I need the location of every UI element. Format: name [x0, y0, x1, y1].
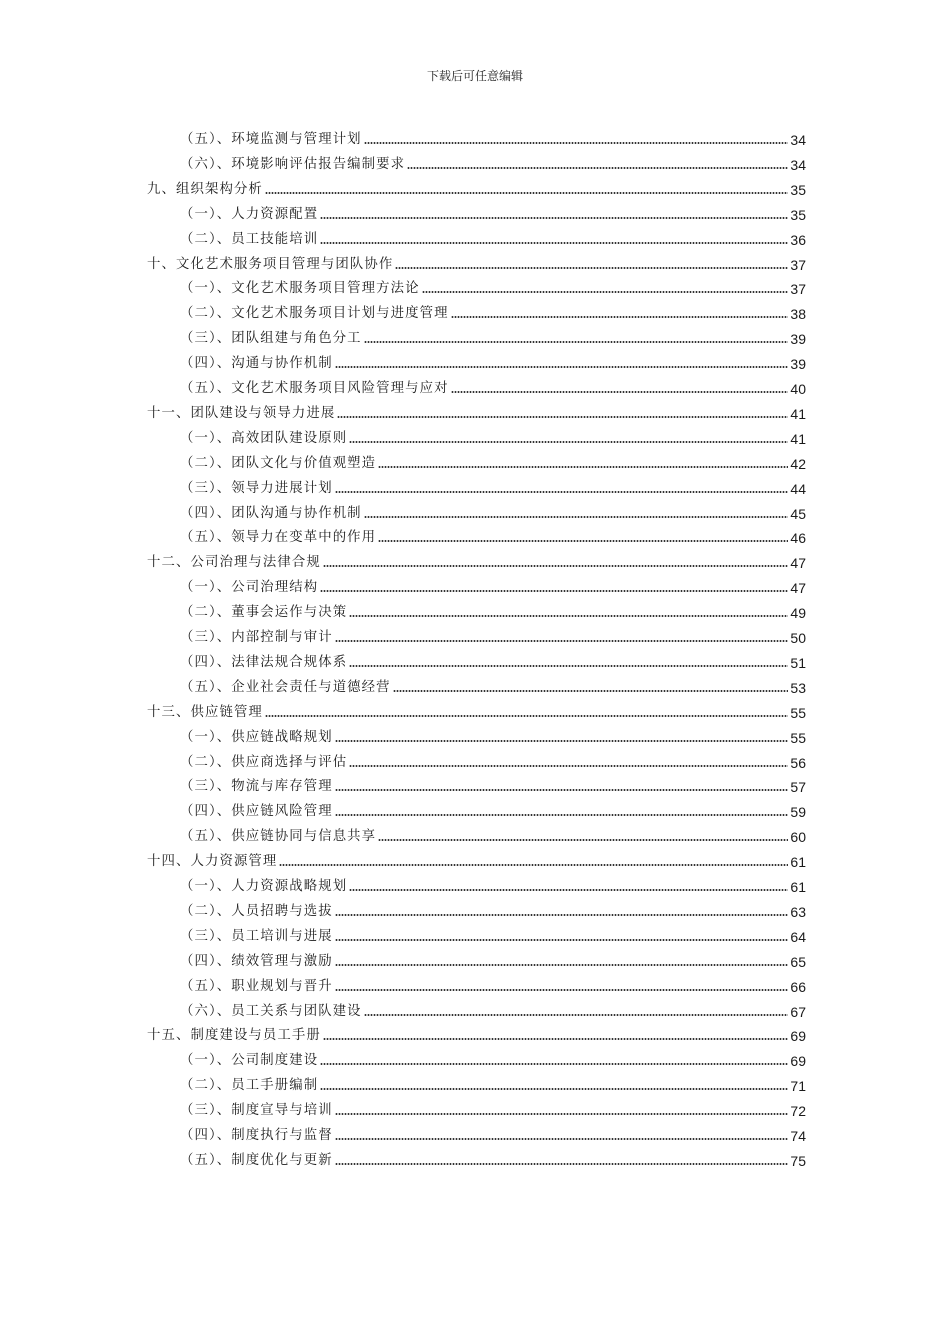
dot-leader [378, 839, 788, 841]
toc-section-entry[interactable] [180, 1120, 806, 1144]
toc-section-entry[interactable] [180, 1145, 806, 1169]
toc-entry-label: （一）、公司制度建设 [180, 1053, 319, 1069]
toc-page-number: 69 [790, 1028, 806, 1045]
toc-page-number: 55 [790, 704, 806, 721]
toc-entry-label: （二）、员工技能培训 [180, 231, 319, 247]
toc-entry-label: （一）、人力资源战略规划 [180, 879, 348, 894]
toc-entry-label: （四）、法律法规合规体系 [180, 654, 348, 670]
toc-section-entry[interactable] [180, 796, 806, 820]
dot-leader [320, 242, 788, 244]
toc-page-number: 69 [790, 1053, 806, 1070]
toc-entry-label: 十五、制度建设与员工手册 [147, 1028, 321, 1044]
toc-page-number: 37 [790, 281, 806, 298]
toc-page-number: 35 [790, 206, 806, 223]
toc-section-entry[interactable] [180, 522, 806, 546]
toc-entry-label: （三）、领导力进展计划 [180, 480, 333, 496]
toc-section-entry[interactable] [180, 946, 806, 970]
toc-entry-label: （三）、内部控制与审计 [180, 630, 333, 645]
dot-leader [335, 491, 789, 493]
toc-entry-label: 十三、供应链管理 [147, 704, 263, 720]
toc-page-number: 61 [790, 854, 806, 871]
toc-chapter-entry[interactable] [147, 846, 806, 870]
toc-entry-label: （六）、环境影响评估报告编制要求 [180, 156, 406, 172]
toc-entry-label: （五）、领导力在变革中的作用 [180, 530, 377, 546]
toc-section-entry[interactable] [180, 821, 806, 845]
dot-leader [335, 640, 789, 642]
toc-entry-label: （五）、环境监测与管理计划 [180, 132, 362, 147]
toc-entry-label: （三）、团队组建与角色分工 [180, 331, 362, 347]
toc-page-number: 59 [790, 804, 806, 821]
toc-section-entry[interactable] [180, 572, 806, 596]
toc-section-entry[interactable] [180, 672, 806, 696]
toc-entry-label: （四）、绩效管理与激励 [180, 953, 333, 969]
dot-leader [349, 765, 788, 767]
toc-chapter-entry[interactable] [147, 174, 806, 198]
toc-section-entry[interactable] [180, 622, 806, 646]
toc-entry-label: （三）、员工培训与进展 [180, 928, 333, 944]
toc-entry-label: （二）、团队文化与价值观塑造 [180, 455, 377, 471]
toc-page-number: 47 [790, 580, 806, 597]
toc-page-number: 53 [790, 679, 806, 696]
toc-page-number: 41 [790, 430, 806, 447]
toc-page-number: 34 [790, 132, 806, 148]
toc-section-entry[interactable] [180, 647, 806, 671]
dot-leader [335, 814, 789, 816]
toc-entry-label: （五）、职业规划与晋升 [180, 978, 333, 994]
toc-page-number: 38 [790, 306, 806, 323]
dot-leader [378, 466, 788, 468]
toc-page-number: 60 [790, 829, 806, 846]
toc-entry-label: （一）、高效团队建设原则 [180, 430, 348, 446]
toc-entry-label: （三）、物流与库存管理 [180, 779, 333, 795]
dot-leader [349, 665, 788, 667]
dot-leader [320, 1063, 788, 1065]
toc-page-number: 40 [790, 381, 806, 397]
toc-entry-label: （六）、员工关系与团队建设 [180, 1003, 362, 1019]
toc-section-entry[interactable] [180, 722, 806, 746]
toc-page-number: 45 [790, 505, 806, 522]
toc-entry-label: （五）、文化艺术服务项目风险管理与应对 [180, 381, 449, 396]
dot-leader [320, 217, 788, 219]
toc-section-entry[interactable] [180, 971, 806, 995]
toc-section-entry[interactable] [180, 921, 806, 945]
toc-section-entry[interactable] [180, 298, 806, 322]
toc-entry-label: （一）、供应链战略规划 [180, 729, 333, 745]
dot-leader [323, 1038, 789, 1040]
dot-leader [335, 1113, 789, 1115]
toc-entry-label: （二）、人员招聘与选拔 [180, 903, 333, 919]
toc-entry-label: （二）、员工手册编制 [180, 1078, 319, 1094]
toc-page-number: 36 [790, 231, 806, 248]
dot-leader [335, 914, 789, 916]
toc-entry-label: 九、组织架构分析 [147, 181, 263, 197]
toc-section-entry[interactable] [180, 747, 806, 771]
dot-leader [395, 267, 788, 269]
toc-page-number: 75 [790, 1152, 806, 1169]
toc-entry-label: （五）、供应链协同与信息共享 [180, 829, 377, 845]
dot-leader [323, 565, 789, 567]
toc-page-number: 61 [790, 879, 806, 895]
toc-entry-label: （五）、企业社会责任与道德经营 [180, 679, 391, 695]
toc-page-number: 34 [790, 156, 806, 173]
toc-page-number: 42 [790, 455, 806, 472]
toc-section-entry[interactable] [180, 896, 806, 920]
dot-leader [335, 1138, 789, 1140]
toc-page-number: 47 [790, 555, 806, 572]
toc-page-number: 55 [790, 729, 806, 746]
toc-entry-label: （四）、沟通与协作机制 [180, 356, 333, 372]
dot-leader [451, 391, 789, 393]
dot-leader [337, 416, 788, 418]
toc-chapter-entry[interactable] [147, 249, 806, 273]
toc-chapter-entry[interactable] [147, 398, 806, 422]
toc-section-entry[interactable] [180, 149, 806, 173]
toc-page-number: 72 [790, 1103, 806, 1120]
toc-entry-label: 十、文化艺术服务项目管理与团队协作 [147, 256, 394, 272]
toc-page-number: 64 [790, 928, 806, 945]
dot-leader [335, 789, 789, 791]
toc-entry-label: （二）、供应商选择与评估 [180, 754, 348, 770]
dot-leader [335, 740, 789, 742]
dot-leader [349, 615, 788, 617]
toc-page-number: 57 [790, 779, 806, 796]
dot-leader [364, 516, 789, 518]
toc-entry-label: （一）、人力资源配置 [180, 206, 319, 222]
toc-entry-label: （四）、制度执行与监督 [180, 1128, 333, 1143]
dot-leader [335, 1163, 789, 1165]
toc-chapter-entry[interactable] [147, 1020, 806, 1044]
toc-page-number: 51 [790, 654, 806, 671]
dot-leader [279, 864, 788, 866]
toc-entry-label: 十一、团队建设与领导力进展 [147, 405, 336, 421]
toc-entry-label: 十二、公司治理与法律合规 [147, 555, 321, 571]
toc-page-number: 74 [790, 1128, 806, 1144]
toc-page-number: 56 [790, 754, 806, 771]
page-header-title: 下载后可任意编辑 [426, 69, 523, 83]
toc-page-number: 41 [790, 405, 806, 422]
toc-page-number: 37 [790, 256, 806, 273]
toc-chapter-entry[interactable] [147, 697, 806, 721]
toc-page-number: 35 [790, 181, 806, 198]
dot-leader [364, 142, 789, 144]
dot-leader [364, 341, 789, 343]
toc-page-number: 46 [790, 530, 806, 547]
toc-section-entry[interactable] [180, 124, 806, 148]
toc-section-entry[interactable] [180, 348, 806, 372]
dot-leader [349, 441, 788, 443]
toc-page-number: 39 [790, 356, 806, 373]
dot-leader [378, 540, 788, 542]
toc-section-entry[interactable] [180, 771, 806, 795]
dot-leader [335, 989, 789, 991]
toc-section-entry[interactable] [180, 423, 806, 447]
toc-page-number: 66 [790, 978, 806, 995]
toc-section-entry[interactable] [180, 224, 806, 248]
dot-leader [335, 366, 789, 368]
toc-section-entry[interactable] [180, 996, 806, 1020]
toc-entry-label: 十四、人力资源管理 [147, 854, 278, 870]
toc-section-entry[interactable] [180, 498, 806, 522]
toc-section-entry[interactable] [180, 473, 806, 497]
toc-section-entry[interactable] [180, 871, 806, 895]
dot-leader [320, 1088, 788, 1090]
toc-entry-label: （二）、董事会运作与决策 [180, 605, 348, 621]
dot-leader [422, 291, 789, 293]
toc-section-entry[interactable] [180, 199, 806, 223]
dot-leader [335, 939, 789, 941]
dot-leader [335, 964, 789, 966]
toc-entry-label: （三）、制度宣导与培训 [180, 1103, 333, 1119]
toc-page-number: 50 [790, 630, 806, 646]
dot-leader [364, 1014, 789, 1016]
toc-section-entry[interactable] [180, 373, 806, 397]
dot-leader [349, 889, 788, 891]
toc-entry-label: （四）、供应链风险管理 [180, 804, 333, 820]
toc-page-number: 71 [790, 1078, 806, 1095]
toc-section-entry[interactable] [180, 597, 806, 621]
toc-chapter-entry[interactable] [147, 547, 806, 571]
toc-entry-label: （二）、文化艺术服务项目计划与进度管理 [180, 306, 449, 322]
toc-entry-label: （一）、公司治理结构 [180, 580, 319, 596]
toc-page-number: 39 [790, 331, 806, 348]
toc-entry-label: （一）、文化艺术服务项目管理方法论 [180, 281, 420, 297]
toc-section-entry[interactable] [180, 1045, 806, 1069]
toc-entry-label: （四）、团队沟通与协作机制 [180, 505, 362, 521]
dot-leader [451, 316, 789, 318]
dot-leader [265, 192, 788, 194]
toc-page-number: 67 [790, 1003, 806, 1020]
toc-section-entry[interactable] [180, 273, 806, 297]
toc-section-entry[interactable] [180, 448, 806, 472]
toc-page-number: 65 [790, 953, 806, 970]
toc-entry-label: （五）、制度优化与更新 [180, 1152, 333, 1168]
toc-page-number: 63 [790, 903, 806, 920]
dot-leader [407, 167, 788, 169]
dot-leader [265, 715, 788, 717]
dot-leader [320, 590, 788, 592]
toc-section-entry[interactable] [180, 1070, 806, 1094]
toc-section-entry[interactable] [180, 1095, 806, 1119]
toc-page-number: 44 [790, 480, 806, 497]
toc-section-entry[interactable] [180, 323, 806, 347]
dot-leader [393, 690, 789, 692]
toc-page-number: 49 [790, 605, 806, 622]
